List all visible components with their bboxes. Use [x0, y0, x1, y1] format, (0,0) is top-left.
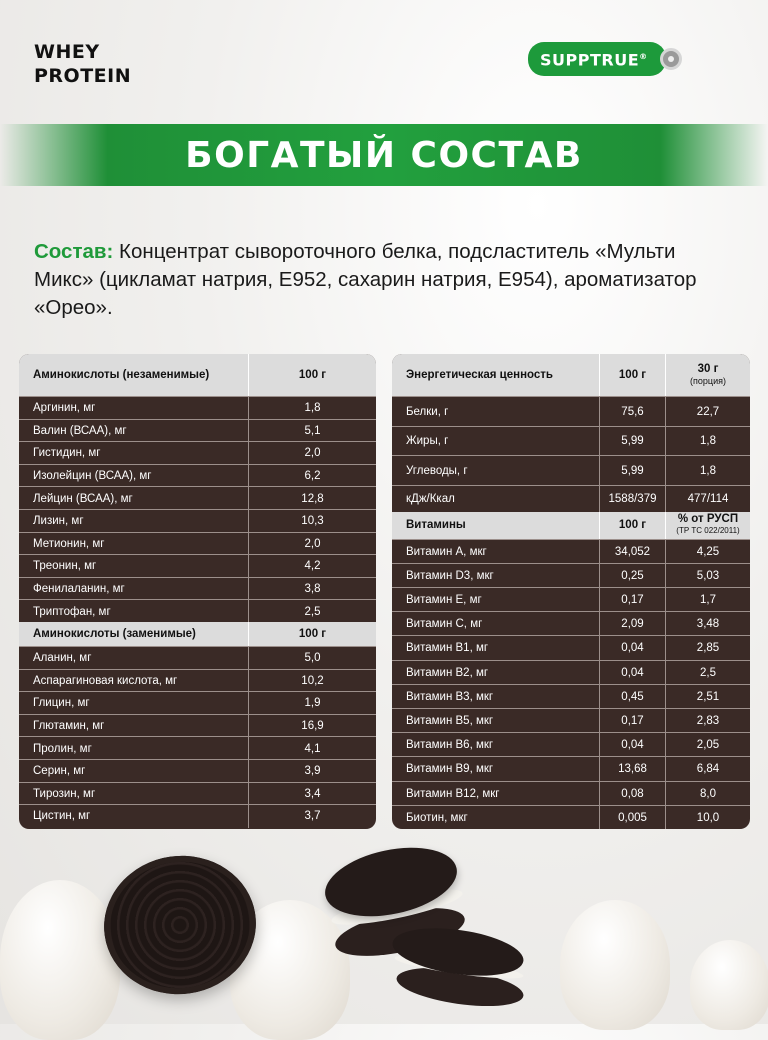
- cell-value: 4,1: [304, 742, 321, 755]
- disc-weight-icon: [660, 48, 682, 70]
- cell-value-portion: 1,8: [700, 435, 716, 448]
- cell-value-portion: 8,0: [700, 787, 716, 800]
- cell-value-100g: 34,052: [600, 540, 666, 564]
- cell-name: Аминокислоты (заменимые): [19, 622, 249, 646]
- milk-splash: [690, 940, 768, 1030]
- composition-body: Концентрат сывороточного белка, подсластитель «Мульти Микс» (цикламат натрия, Е952, сахарин натрия, Е954), ароматизатор «Орео».: [34, 240, 697, 319]
- cell-value-portion: 477/114: [687, 493, 729, 505]
- header-col3-main: 30 г: [697, 363, 719, 375]
- table-row: [392, 635, 750, 660]
- composition-label: Состав:: [34, 240, 114, 263]
- cell-value-100g: 5,99: [600, 456, 666, 486]
- cell-name: Витамин В5, мкг: [392, 709, 600, 733]
- cell-value-100g: 0,45: [600, 685, 666, 709]
- cell-value-portion: 5,03: [696, 569, 720, 582]
- table-row: [392, 684, 750, 709]
- cell-value-portion: 2,5: [700, 666, 716, 679]
- table-header-row: [19, 354, 376, 396]
- cell-name: Тирозин, мг: [19, 783, 249, 806]
- table-row: [19, 736, 376, 760]
- cell-name: Биотин, мкг: [392, 806, 600, 829]
- header-col2: 100 г: [600, 512, 666, 539]
- header-col3-sub: (ТР ТС 022/2011): [676, 526, 740, 535]
- cell-value-100g: 2,09: [600, 612, 666, 636]
- cell-value: 2,5: [304, 605, 321, 618]
- cell-value: 1,9: [304, 697, 321, 710]
- table-row: [19, 532, 376, 556]
- cell-value-portion: 6,84: [696, 763, 720, 776]
- header-col3-main: % от РУСП: [677, 513, 739, 525]
- cell-value: 16,9: [301, 720, 324, 733]
- cell-name: Витамин D3, мкг: [392, 564, 600, 588]
- milk-splash: [560, 900, 670, 1030]
- product-title-line1: WHEY: [34, 41, 100, 63]
- cell-value: 5,0: [304, 652, 321, 665]
- table-row: [19, 804, 376, 828]
- cell-name: Треонин, мг: [19, 555, 249, 578]
- cell-name: Аланин, мг: [19, 647, 249, 670]
- cell-name: Триптофан, мг: [19, 600, 249, 623]
- cell-value: 2,0: [304, 447, 321, 460]
- cell-name: Аргинин, мг: [19, 397, 249, 420]
- cell-name: Глицин, мг: [19, 692, 249, 715]
- cell-name: Углеводы, г: [392, 456, 600, 486]
- table-row: [392, 539, 750, 564]
- product-title-line2: PROTEIN: [34, 65, 132, 87]
- cell-name: Метионин, мг: [19, 533, 249, 556]
- cell-name: Витамин В12, мкг: [392, 782, 600, 806]
- cell-name: Изолейцин (ВСАА), мг: [19, 465, 249, 488]
- cell-value: 10,3: [301, 515, 324, 528]
- logo-pill: [528, 42, 666, 75]
- cell-name: Лизин, мг: [19, 510, 249, 533]
- cell-value-portion: 2,05: [696, 739, 720, 752]
- cell-value: 2,0: [304, 537, 321, 550]
- cell-value-portion: 3,48: [696, 618, 720, 631]
- cell-value-100g: 75,6: [600, 397, 666, 427]
- cell-value: 3,9: [304, 765, 321, 778]
- table-row: [19, 419, 376, 443]
- cell-value-100g: 0,08: [600, 782, 666, 806]
- table-row: [392, 587, 750, 612]
- cell-name: Гистидин, мг: [19, 442, 249, 465]
- table-row: [392, 781, 750, 806]
- cell-value-100g: 0,17: [600, 588, 666, 612]
- cell-value: 3,8: [304, 583, 321, 596]
- cell-name: кДж/Ккал: [392, 486, 600, 513]
- cell-value-portion: 1,8: [700, 464, 716, 477]
- cell-value-100g: 1588/379: [600, 486, 666, 513]
- milk-splash: [0, 880, 120, 1040]
- cell-name: Витамин В9, мкг: [392, 757, 600, 781]
- banner-title: БОГАТЫЙ СОСТАВ: [185, 134, 583, 176]
- table-row: [19, 554, 376, 578]
- cell-value-100g: 0,04: [600, 733, 666, 757]
- cell-value-portion: 2,85: [696, 642, 720, 655]
- nutrition-table: [392, 354, 750, 829]
- table-row: [19, 759, 376, 783]
- cell-name: Витамин В6, мкг: [392, 733, 600, 757]
- cell-name: Витамин В3, мкг: [392, 685, 600, 709]
- cell-value-portion: 22,7: [696, 405, 720, 418]
- cell-name: Жиры, г: [392, 427, 600, 457]
- cell-value: 5,1: [304, 424, 321, 437]
- table-row: [392, 805, 750, 829]
- table-row: [19, 464, 376, 488]
- cell-value-portion: 2,83: [696, 715, 720, 728]
- table-row: [19, 646, 376, 670]
- table-row: [392, 732, 750, 757]
- cell-value-100g: 0,17: [600, 709, 666, 733]
- composition-text: [34, 238, 734, 322]
- table-row: [19, 441, 376, 465]
- table-row: [392, 455, 750, 486]
- table-row: [392, 563, 750, 588]
- cell-value: 4,2: [304, 560, 321, 573]
- cell-name: Цистин, мг: [19, 805, 249, 828]
- cell-name: Аминокислоты (незаменимые): [19, 354, 249, 396]
- cell-value-portion: 4,25: [696, 545, 720, 558]
- cell-value-portion: 10,0: [696, 811, 720, 824]
- table-row: [19, 691, 376, 715]
- cell-value: 1,8: [304, 402, 321, 415]
- cell-name: Валин (ВСАА), мг: [19, 420, 249, 443]
- brand-logo: [528, 44, 682, 74]
- table-row: [392, 708, 750, 733]
- cell-name: Серин, мг: [19, 760, 249, 783]
- header-name: Витамины: [392, 512, 600, 539]
- cell-name: Витамин Е, мг: [392, 588, 600, 612]
- cell-name: Глютамин, мг: [19, 715, 249, 738]
- table-row: [392, 756, 750, 781]
- cell-name: Аспарагиновая кислота, мг: [19, 670, 249, 693]
- cell-value: 6,2: [304, 470, 321, 483]
- cell-name: Фенилаланин, мг: [19, 578, 249, 601]
- cell-name: Витамин А, мкг: [392, 540, 600, 564]
- table-row: [392, 396, 750, 427]
- cell-value-100g: 0,04: [600, 661, 666, 685]
- cell-value-100g: 0,04: [600, 636, 666, 660]
- cell-value: 12,8: [301, 492, 324, 505]
- table-row: [392, 426, 750, 457]
- header-col3: [666, 354, 750, 396]
- cell-name: Витамин В2, мг: [392, 661, 600, 685]
- table-row: [19, 577, 376, 601]
- cell-value-100g: 5,99: [600, 427, 666, 457]
- table-header-row: [19, 622, 376, 646]
- cell-value: 3,7: [304, 810, 321, 823]
- table-row: [392, 660, 750, 685]
- table-row: [19, 714, 376, 738]
- table-row: [392, 611, 750, 636]
- amino-acids-table: [19, 354, 376, 829]
- header-col2: 100 г: [600, 354, 666, 396]
- cell-value: 10,2: [301, 674, 324, 687]
- header-col3-sub: (порция): [690, 376, 726, 386]
- cell-name: Пролин, мг: [19, 737, 249, 760]
- logo-text: SUPPTRUE: [540, 50, 640, 70]
- cell-value-portion: 1,7: [700, 594, 716, 606]
- table-row: [19, 396, 376, 420]
- table-row: [19, 669, 376, 693]
- cell-name: Лейцин (ВСАА), мг: [19, 487, 249, 510]
- cell-name: Витамин С, мг: [392, 612, 600, 636]
- header-name: Энергетическая ценность: [392, 354, 600, 396]
- energy-header-row: [392, 354, 750, 396]
- cell-value-100g: 13,68: [600, 757, 666, 781]
- cell-value: 3,4: [304, 787, 321, 800]
- table-row: [19, 782, 376, 806]
- cell-value-100g: 0,005: [600, 806, 666, 829]
- registered-mark: ®: [639, 52, 648, 62]
- table-row: [392, 485, 750, 513]
- table-row: [19, 599, 376, 623]
- header-col3: [666, 512, 750, 539]
- section-banner: [0, 124, 768, 186]
- vitamin-header-row: [392, 512, 750, 539]
- table-row: [19, 486, 376, 510]
- product-title: [34, 40, 131, 88]
- cell-name: Белки, г: [392, 397, 600, 427]
- cell-value-100g: 0,25: [600, 564, 666, 588]
- cell-value: 100 г: [298, 628, 327, 640]
- cell-value-portion: 2,51: [696, 690, 720, 703]
- table-row: [19, 509, 376, 533]
- cell-name: Витамин В1, мг: [392, 636, 600, 660]
- cell-value: 100 г: [298, 369, 327, 381]
